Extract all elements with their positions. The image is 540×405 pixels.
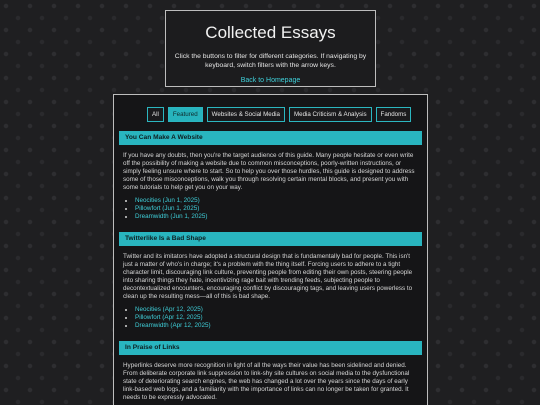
page-title: Collected Essays — [205, 23, 336, 42]
essay-link-pillowfort[interactable]: Pillowfort (Apr 12, 2025) — [135, 314, 203, 321]
essay-body — [119, 246, 422, 330]
filter-instructions: Click the buttons to filter for different categories. If navigating by keyboard, switch filters with the arrow keys. — [174, 53, 367, 69]
essay-link-neocities[interactable]: Neocities (Jun 1, 2025) — [135, 197, 200, 204]
filter-featured-button[interactable]: Featured — [168, 107, 203, 122]
filter-media-criticism-button[interactable]: Media Criticism & Analysis — [289, 107, 372, 122]
essay-link-dreamwidth[interactable]: Dreamwidth (Jun 1, 2025) — [135, 213, 208, 220]
list-item — [135, 205, 418, 213]
essay-card — [119, 131, 422, 221]
essay-title: Twitterlike Is a Bad Shape — [119, 232, 422, 246]
filter-fandoms-button[interactable]: Fandoms — [376, 107, 412, 122]
essay-title: You Can Make A Website — [119, 131, 422, 145]
essay-body — [119, 355, 422, 402]
essay-link-list — [123, 197, 418, 221]
essay-summary: Hyperlinks deserve more recognition in light of all the ways their value has been sidelined and denied. From deliberate corporate link suppression to link-shy site cultures on social media to the dysfunctional state of deteriorating search engines, the web has changed a lot over the years since the days of early link-based web logs, and a familiarity with the importance of links can no longer be taken for granted. It needs to be expressly advocated. — [123, 362, 410, 401]
essay-link-list — [123, 306, 418, 330]
list-item — [135, 322, 418, 330]
list-item — [135, 314, 418, 322]
essays-panel — [113, 94, 428, 405]
list-item — [135, 306, 418, 314]
essay-link-dreamwidth[interactable]: Dreamwidth (Apr 12, 2025) — [135, 322, 211, 329]
essay-summary: If you have any doubts, then you're the target audience of this guide. Many people hesitate or even write off the possibility of making a website due to common misconceptions, poorly-written instructions, or simply feeling unsure where to start. So to help you over those hurdles, this guide is designed to address some of those misconceptions, walk you through resolving certain mental blocks, and present you with some tutorials to help get you on your way. — [123, 152, 415, 191]
essay-card — [119, 232, 422, 330]
list-item — [135, 213, 418, 221]
essay-title: In Praise of Links — [119, 341, 422, 355]
filter-bar — [147, 107, 411, 122]
filter-websites-social-media-button[interactable]: Websites & Social Media — [207, 107, 285, 122]
essay-body — [119, 145, 422, 221]
back-to-homepage-link[interactable]: Back to Homepage — [240, 77, 301, 84]
list-item — [135, 197, 418, 205]
essay-link-neocities[interactable]: Neocities (Apr 12, 2025) — [135, 306, 203, 313]
essay-card — [119, 341, 422, 402]
page-header — [165, 10, 376, 87]
filter-all-button[interactable]: All — [147, 107, 164, 122]
essay-link-pillowfort[interactable]: Pillowfort (Jun 1, 2025) — [135, 205, 200, 212]
essay-summary: Twitter and its imitators have adopted a structural design that is fundamentally bad for people. This isn't just a matter of who's in charge; it's a problem with the thing itself. Forcing users to adhere to a tight character limit, discouraging link culture, preventing people from editing their own posts, steering people into sharing things they hate, incentivizing rage bait with trending feeds, subjecting people to decontextualized encounters, encouraging conflict by discouraging tags, and leaving users powerless to clean up the resulting mess—all of this is bad shape. — [123, 253, 413, 300]
